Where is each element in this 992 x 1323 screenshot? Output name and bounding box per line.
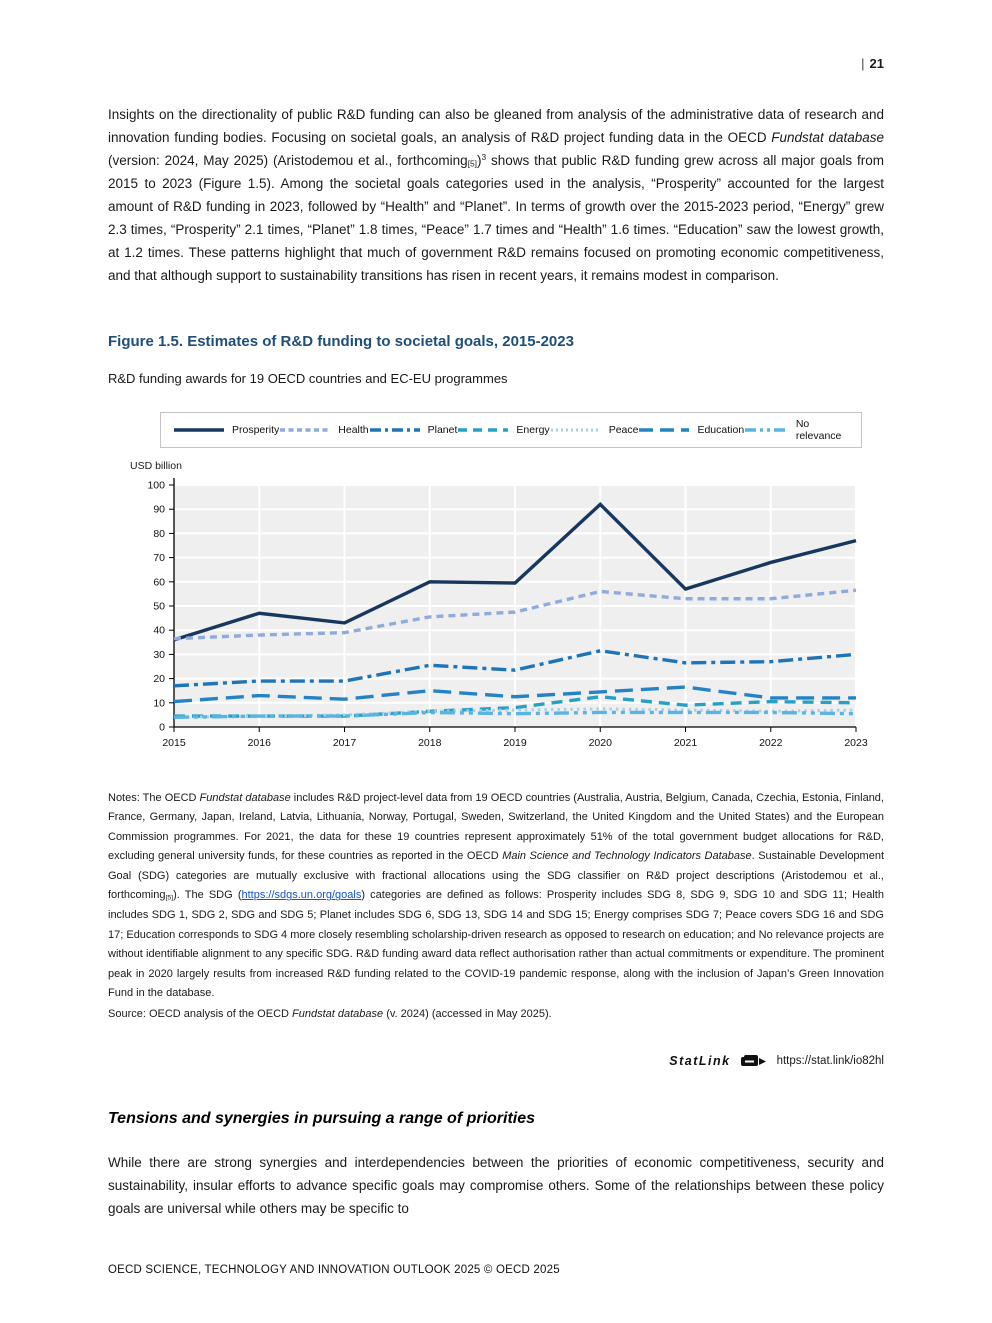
legend-line-peace: [550, 425, 602, 435]
legend-item-no-relevance: [744, 418, 849, 442]
x-tick-label: 2016: [247, 736, 271, 749]
y-tick-label: 10: [153, 696, 165, 709]
legend-line-health: [279, 425, 331, 435]
page-footer: OECD SCIENCE, TECHNOLOGY AND INNOVATION OUTLOOK 2025 © OECD 2025: [108, 1264, 560, 1276]
legend-line-planet: [369, 425, 421, 435]
chart-notes: Notes: The OECD Fundstat database includes R&D project-level data from 19 OECD countries (Australia, Austria, Belgium, Canada, Czechia, Estonia, Finland, France, Germany, Japan, Ireland, Latvia, Lithuania, Norway, Portugal, Sweden, Switzerland, the United Kingdom and the United States) and the European Commission programmes. For 2021, the data for these 19 countries represent approximately 51% of the total government budget allocations for R&D, excluding general university funds, for these countries as reported in the OECD Main Science and Technology Indicators Database. Sustainable Development Goal (SDG) categories are mutually exclusive with fractional allocations using the SDG classifier on R&D project descriptions (Aristodemou et al., forthcoming[5]). The SDG (https://sdgs.un.org/goals) categories are defined as follows: Prosperity includes SDG 8, SDG 9, SDG 10 and SDG 11; Health includes SDG 1, SDG 2, SDG and SDG 5; Planet includes SDG 6, SDG 13, SDG 14 and SDG 15; Energy comprises SDG 7; Peace covers SDG 16 and SDG 17; Education corresponds to SDG 4 more closely resembling scholarship-driven research as opposed to research on education; and No relevance projects are without identifiable alignment to any specific SDG. R&D funding award data reflect authorisation rather than actual commitments or expenditure. The prominent peak in 2020 largely results from increased R&D funding related to the COVID-19 pandemic response, along with the inclusion of Japan’s Green Innovation Fund in the database.: [108, 791, 885, 1000]
legend-item-energy: [457, 424, 549, 436]
y-tick-label: 20: [153, 672, 165, 685]
sdg-goals-link[interactable]: https://sdgs.un.org/goals: [241, 889, 362, 902]
chart-legend: [160, 412, 862, 448]
x-tick-label: 2022: [759, 736, 783, 749]
legend-label-education: Education: [697, 423, 745, 436]
x-tick-label: 2020: [588, 736, 612, 749]
statlink: [108, 1054, 884, 1068]
legend-label-peace: Peace: [608, 423, 639, 436]
statlink-url[interactable]: https://stat.link/io82hl: [776, 1055, 884, 1068]
section-paragraph: While there are strong synergies and interdependencies between the priorities of economic competitiveness, security and sustainability, insular efforts to advance specific goals may compromise others. Some of the relationships between these policy goals are universal while others may be specific to: [108, 1155, 884, 1217]
statlink-icon: [740, 1054, 768, 1068]
legend-label-health: Health: [338, 423, 369, 436]
chart-unit-label: USD billion: [130, 459, 182, 472]
legend-label-energy: Energy: [516, 423, 550, 436]
legend-item-education: [638, 424, 744, 436]
legend-item-planet: [369, 424, 458, 436]
y-tick-label: 80: [153, 527, 165, 540]
legend-label-prosperity: Prosperity: [232, 423, 280, 436]
x-tick-label: 2019: [503, 736, 527, 749]
legend-item-health: [279, 424, 368, 436]
legend-line-education: [638, 425, 690, 435]
page-number-value: 21: [869, 56, 884, 71]
legend-line-no-relevance: [744, 425, 789, 435]
x-tick-label: 2015: [162, 736, 186, 749]
intro-paragraph: Insights on the directionality of public R&D funding can also be gleaned from analysis of the administrative data of research and innovation funding bodies. Focusing on societal goals, an analysis of R&D project funding data in the OECD Fundstat database (version: 2024, May 2025) (Aristodemou et al., forthcoming[5])$^3$ shows that public R&D funding grew across all major goals from 2015 to 2023 (Figure 1.5). Among the societal goals categories used in the analysis, “Prosperity” accounted for the largest amount of R&D funding in 2023, followed by “Health” and “Planet”. In terms of growth over the 2015-2023 period, “Energy” grew 2.3 times, “Prosperity” 2.1 times, “Planet” 1.8 times, “Peace” 1.7 times and “Health” 1.6 times. “Education” saw the lowest growth, at 1.2 times. These patterns highlight that much of government R&D remains focused on promoting economic competitiveness, and that although support to sustainability transitions has risen in recent years, it remains modest in comparison.: [108, 107, 885, 283]
figure-title: Figure 1.5. Estimates of R&D funding to societal goals, 2015-2023: [108, 332, 574, 350]
section-heading: Tensions and synergies in pursuing a range of priorities: [108, 1110, 536, 1128]
y-tick-label: 70: [153, 551, 165, 564]
figure-chart: [130, 412, 876, 761]
x-tick-label: 2017: [332, 736, 357, 749]
legend-label-no-relevance: No relevance: [795, 417, 842, 442]
y-tick-label: 50: [153, 600, 165, 613]
x-tick-label: 2018: [418, 736, 442, 749]
y-tick-label: 100: [147, 479, 165, 492]
statlink-brand: StatLink: [669, 1054, 731, 1069]
legend-label-planet: Planet: [427, 423, 458, 436]
y-tick-label: 90: [153, 503, 165, 516]
chart-svg: [130, 475, 876, 761]
y-tick-label: 60: [153, 575, 165, 588]
legend-item-prosperity: [173, 424, 279, 436]
chart-source: Source: OECD analysis of the OECD Fundstat database (v. 2024) (accessed in May 2025).: [108, 1007, 552, 1020]
page-number: [108, 56, 884, 71]
x-tick-label: 2021: [673, 736, 698, 749]
y-tick-label: 30: [153, 648, 165, 661]
page-number-bar: |: [861, 56, 865, 71]
y-tick-label: 0: [159, 721, 165, 734]
figure-subtitle: R&D funding awards for 19 OECD countries and EC-EU programmes: [108, 370, 508, 386]
y-tick-label: 40: [153, 624, 165, 637]
legend-line-prosperity: [173, 425, 225, 435]
x-tick-label: 2023: [844, 736, 868, 749]
legend-item-peace: [550, 424, 639, 436]
legend-line-energy: [457, 425, 509, 435]
